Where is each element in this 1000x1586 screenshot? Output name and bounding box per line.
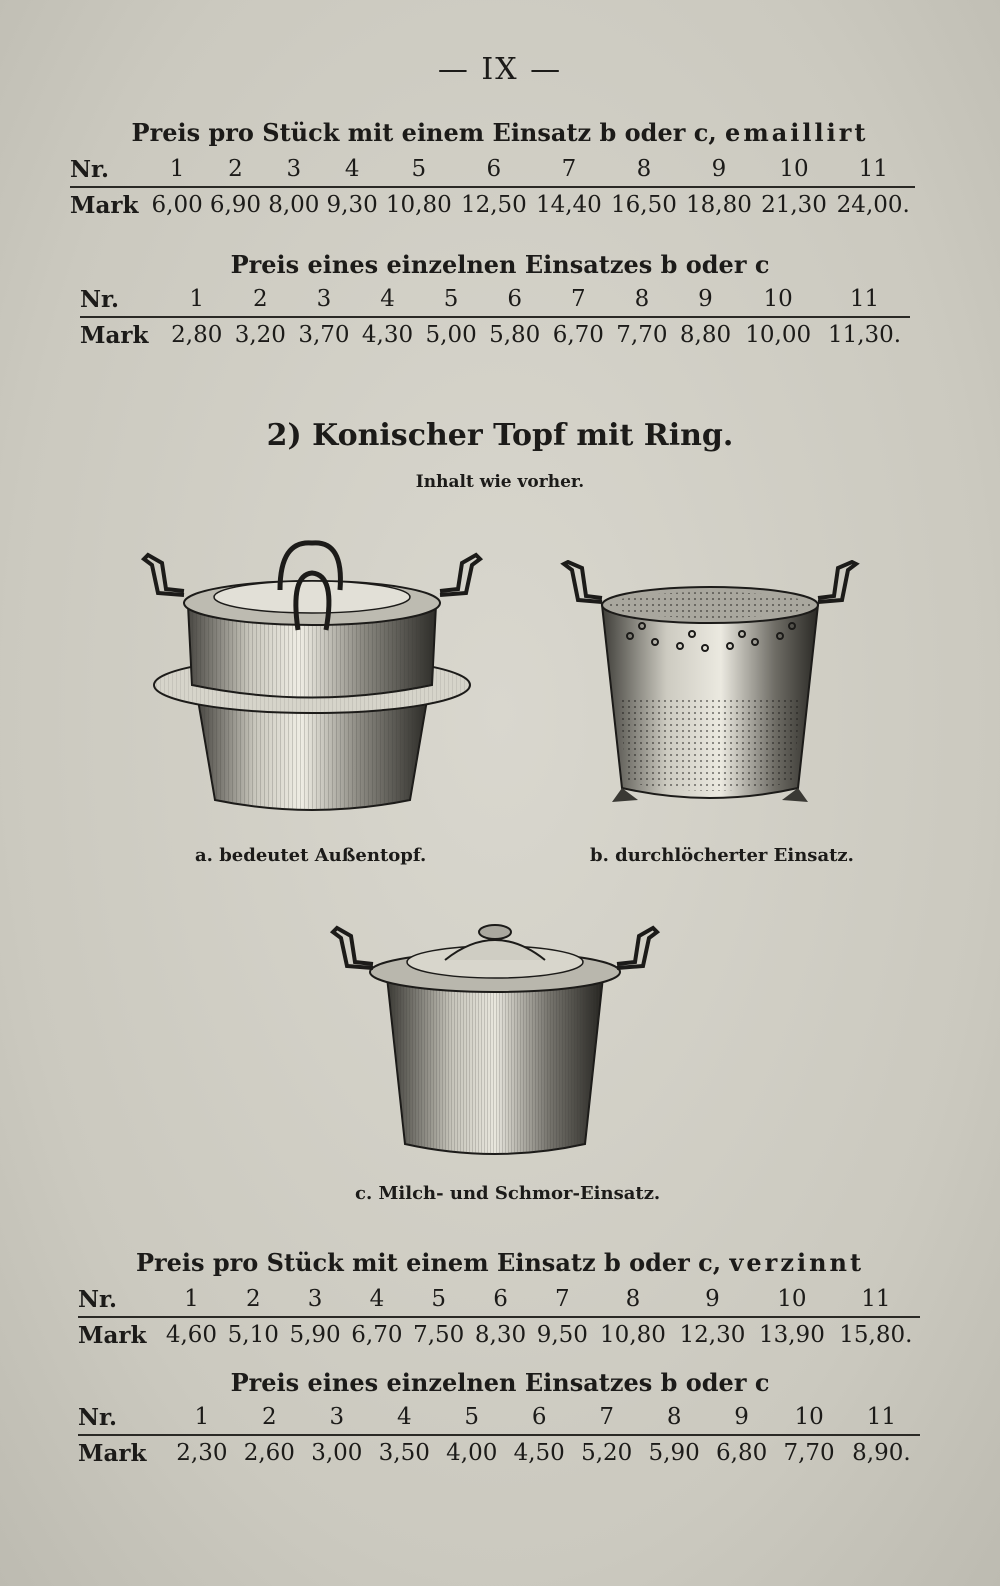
nr-cell: 2 [236, 1400, 303, 1435]
nr-cell: 11 [819, 282, 910, 317]
mark-cell: 8,00 [268, 192, 320, 218]
nr-cell: 5 [381, 152, 456, 187]
mark-cell: 11,30. [827, 322, 902, 348]
mark-cell: 8,90. [852, 1440, 911, 1466]
mark-cell: 6,00 [151, 192, 203, 218]
heading-text: Preis eines einzelnen Einsatzes b oder c [230, 1368, 770, 1397]
mark-cell: 6,80 [716, 1440, 768, 1466]
mark-cell: 8,30 [474, 1322, 527, 1348]
caption-b: b. durchlöcherter Einsatz. [590, 845, 854, 866]
mark-cell: 13,90 [758, 1322, 825, 1348]
mark-cell: 9,50 [536, 1322, 588, 1348]
price-heading-enamelled [0, 118, 1000, 147]
nr-cell: 7 [547, 282, 611, 317]
page-number: — IX — [437, 52, 563, 87]
mark-label: Mark [78, 1439, 147, 1467]
mark-cell: 4,50 [513, 1440, 565, 1466]
nr-cell: 5 [438, 1400, 505, 1435]
mark-cell: 16,50 [611, 192, 677, 218]
section-subtitle: Inhalt wie vorher. [415, 472, 585, 492]
heading-text: Preis pro Stück mit einem Einsatz b oder c, [131, 118, 717, 147]
nr-cell: 10 [775, 1400, 842, 1435]
mark-cell: 9,30 [326, 192, 378, 218]
mark-cell: 7,70 [783, 1440, 835, 1466]
mark-cell: 3,70 [298, 322, 350, 348]
section-title: 2) Konischer Topf mit Ring. [266, 418, 734, 453]
mark-label: Mark [78, 1321, 147, 1349]
nr-cell: 11 [832, 152, 915, 187]
nr-row [78, 1400, 920, 1435]
nr-cell: 2 [222, 1282, 284, 1317]
mark-cell: 15,80. [839, 1322, 913, 1348]
nr-cell: 4 [371, 1400, 438, 1435]
price-heading-tinned [0, 1248, 1000, 1277]
nr-row [70, 152, 915, 187]
caption-c: c. Milch- und Schmor-Einsatz. [355, 1183, 661, 1204]
nr-cell: 2 [229, 282, 293, 317]
heading-text: Preis eines einzelnen Einsatzes b oder c [230, 250, 770, 279]
price-heading-single-insert [0, 250, 1000, 279]
nr-cell: 6 [483, 282, 547, 317]
mark-cell: 4,00 [446, 1440, 498, 1466]
nr-cell: 8 [606, 152, 681, 187]
mark-cell: 7,70 [616, 322, 668, 348]
nr-label: Nr. [70, 152, 148, 187]
nr-cell: 10 [756, 152, 831, 187]
caption-a: a. bedeutet Außentopf. [195, 845, 427, 866]
mark-cell: 5,20 [581, 1440, 633, 1466]
mark-cell: 14,40 [535, 192, 602, 218]
mark-cell: 21,30 [761, 192, 827, 218]
nr-cell: 9 [674, 282, 738, 317]
nr-cell: 6 [456, 152, 531, 187]
heading-text: Preis pro Stück mit einem Einsatz b oder c, [135, 1248, 722, 1277]
outer-pot-illustration [140, 535, 485, 825]
nr-label: Nr. [78, 1282, 161, 1317]
nr-label: Nr. [78, 1400, 168, 1435]
nr-cell: 7 [531, 152, 606, 187]
mark-cell: 12,50 [460, 192, 527, 218]
nr-cell: 7 [531, 1282, 593, 1317]
price-table-single-insert [80, 282, 910, 352]
mark-cell: 8,80 [679, 322, 732, 348]
nr-cell: 4 [323, 152, 381, 187]
nr-cell: 6 [505, 1400, 572, 1435]
nr-row [80, 282, 910, 317]
heading-finish: emaillirt [725, 118, 869, 147]
mark-cell: 5,90 [648, 1440, 700, 1466]
nr-cell: 4 [346, 1282, 408, 1317]
mark-cell: 18,80 [686, 192, 752, 218]
nr-cell: 3 [284, 1282, 346, 1317]
mark-cell: 7,50 [413, 1322, 465, 1348]
nr-cell: 1 [161, 1282, 223, 1317]
price-table-enamelled [70, 152, 915, 222]
mark-cell: 3,20 [234, 322, 286, 348]
heading-finish: verzinnt [729, 1248, 865, 1277]
price-table-single-insert-2 [78, 1400, 920, 1470]
nr-cell: 3 [303, 1400, 370, 1435]
mark-cell: 2,30 [176, 1440, 228, 1466]
nr-cell: 8 [610, 282, 674, 317]
nr-cell: 4 [356, 282, 420, 317]
perforated-insert-illustration [560, 560, 860, 820]
nr-cell: 11 [843, 1400, 920, 1435]
nr-cell: 2 [206, 152, 264, 187]
mark-cell: 2,80 [171, 322, 223, 348]
nr-cell: 7 [573, 1400, 640, 1435]
mark-cell: 5,80 [489, 322, 541, 348]
nr-cell: 1 [148, 152, 206, 187]
nr-cell: 9 [708, 1400, 775, 1435]
mark-label: Mark [80, 321, 149, 349]
nr-cell: 3 [265, 152, 323, 187]
nr-cell: 10 [752, 1282, 831, 1317]
mark-cell: 5,00 [425, 322, 477, 348]
nr-cell: 8 [593, 1282, 672, 1317]
mark-row [78, 1317, 920, 1352]
mark-cell: 5,10 [227, 1322, 279, 1348]
mark-cell: 10,00 [745, 322, 812, 348]
mark-row [70, 187, 915, 222]
price-heading-single-insert-2 [0, 1368, 1000, 1397]
nr-cell: 3 [292, 282, 356, 317]
nr-label: Nr. [80, 282, 165, 317]
mark-cell: 3,50 [378, 1440, 430, 1466]
nr-cell: 11 [832, 1282, 920, 1317]
mark-cell: 24,00. [836, 192, 910, 218]
mark-cell: 12,30 [679, 1322, 746, 1348]
mark-cell: 10,80 [600, 1322, 666, 1348]
mark-cell: 6,70 [351, 1322, 403, 1348]
mark-cell: 10,80 [385, 192, 452, 218]
nr-cell: 5 [419, 282, 483, 317]
nr-cell: 6 [470, 1282, 532, 1317]
mark-cell: 3,00 [311, 1440, 363, 1466]
nr-row [78, 1282, 920, 1317]
nr-cell: 10 [737, 282, 819, 317]
mark-cell: 4,60 [165, 1322, 218, 1348]
price-table-tinned [78, 1282, 920, 1352]
nr-cell: 9 [673, 1282, 752, 1317]
mark-cell: 6,70 [552, 322, 604, 348]
mark-row [80, 317, 910, 352]
nr-cell: 1 [165, 282, 229, 317]
mark-row [78, 1435, 920, 1470]
nr-cell: 8 [640, 1400, 707, 1435]
mark-label: Mark [70, 191, 139, 219]
nr-cell: 1 [168, 1400, 235, 1435]
mark-cell: 2,60 [243, 1440, 295, 1466]
mark-cell: 4,30 [361, 322, 414, 348]
milk-braising-insert-illustration [325, 922, 665, 1167]
nr-cell: 9 [681, 152, 756, 187]
mark-cell: 6,90 [209, 192, 262, 218]
nr-cell: 5 [408, 1282, 470, 1317]
mark-cell: 5,90 [289, 1322, 341, 1348]
